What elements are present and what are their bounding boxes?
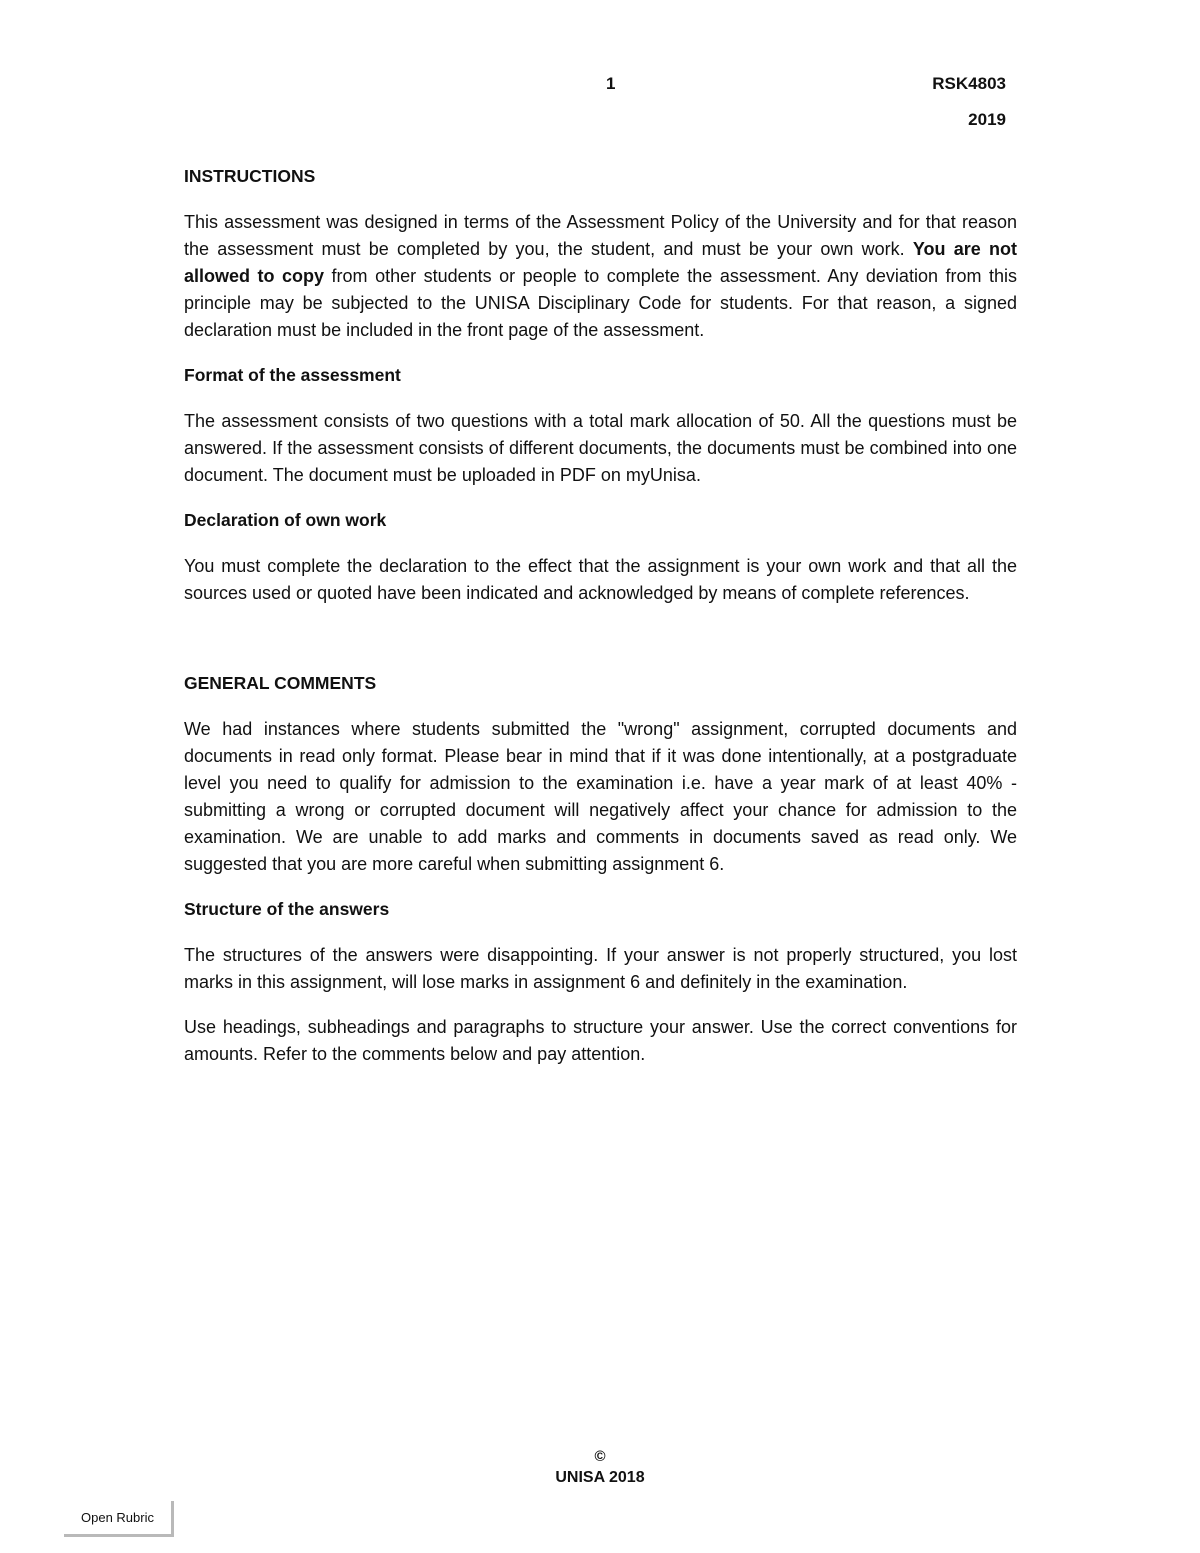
general-comments-heading: GENERAL COMMENTS xyxy=(184,673,377,693)
copyright-symbol: © xyxy=(594,1448,606,1465)
format-paragraph: The assessment consists of two questions with a total mark allocation of 50. All the questions must be answered. If the assessment consists of different documents, the documents must be combined into one document. The document must be uploaded in PDF on myUnisa. xyxy=(184,411,1017,485)
structure-heading: Structure of the answers xyxy=(184,899,390,919)
course-code: RSK4803 xyxy=(932,74,1006,93)
instructions-text-start: This assessment was designed in terms of the Assessment Policy of the University and for that reason the assessment must be completed by you, the student, and must be your own work. xyxy=(184,212,1017,259)
declaration-paragraph: You must complete the declaration to the effect that the assignment is your own work and that all the sources used or quoted have been indicated and acknowledged by means of complete references. xyxy=(184,556,1017,603)
section-spacer xyxy=(184,625,1017,670)
instructions-heading: INSTRUCTIONS xyxy=(184,166,316,186)
footer-publisher: UNISA 2018 xyxy=(555,1469,645,1486)
page-number: 1 xyxy=(606,74,616,93)
instructions-text-emphasis: You are not allowed to copy xyxy=(184,239,1017,286)
format-heading: Format of the assessment xyxy=(184,365,401,385)
open-rubric-button[interactable]: Open Rubric xyxy=(64,1501,174,1537)
general-comments-paragraph: We had instances where students submitted the "wrong" assignment, corrupted documents and documents in read only format. Please bear in mind that if it was done intentionally, at a postgraduate level you need to qualify for admission to the examination i.e. have a year mark of at least 40% - submitting a wrong or corrupted document will negatively affect your chance for admission to the examination. We are unable to add marks and comments in documents saved as read only. We suggested that you are more careful when submitting assignment 6. xyxy=(184,719,1017,874)
declaration-heading: Declaration of own work xyxy=(184,510,387,530)
instructions-paragraph xyxy=(184,209,1017,344)
structure-paragraph-1: The structures of the answers were disappointing. If your answer is not properly structured, you lost marks in this assignment, will lose marks in assignment 6 and definitely in the examination. xyxy=(184,945,1017,992)
document-year: 2019 xyxy=(968,110,1006,129)
document-body xyxy=(184,163,1017,1086)
structure-paragraph-2: Use headings, subheadings and paragraphs to structure your answer. Use the correct conventions for amounts. Refer to the comments below and pay attention. xyxy=(184,1017,1017,1064)
instructions-text-end: from other students or people to complete the assessment. Any deviation from this principle may be subjected to the UNISA Disciplinary Code for students. For that reason, a signed declaration must be included in the front page of the assessment. xyxy=(184,266,1017,340)
